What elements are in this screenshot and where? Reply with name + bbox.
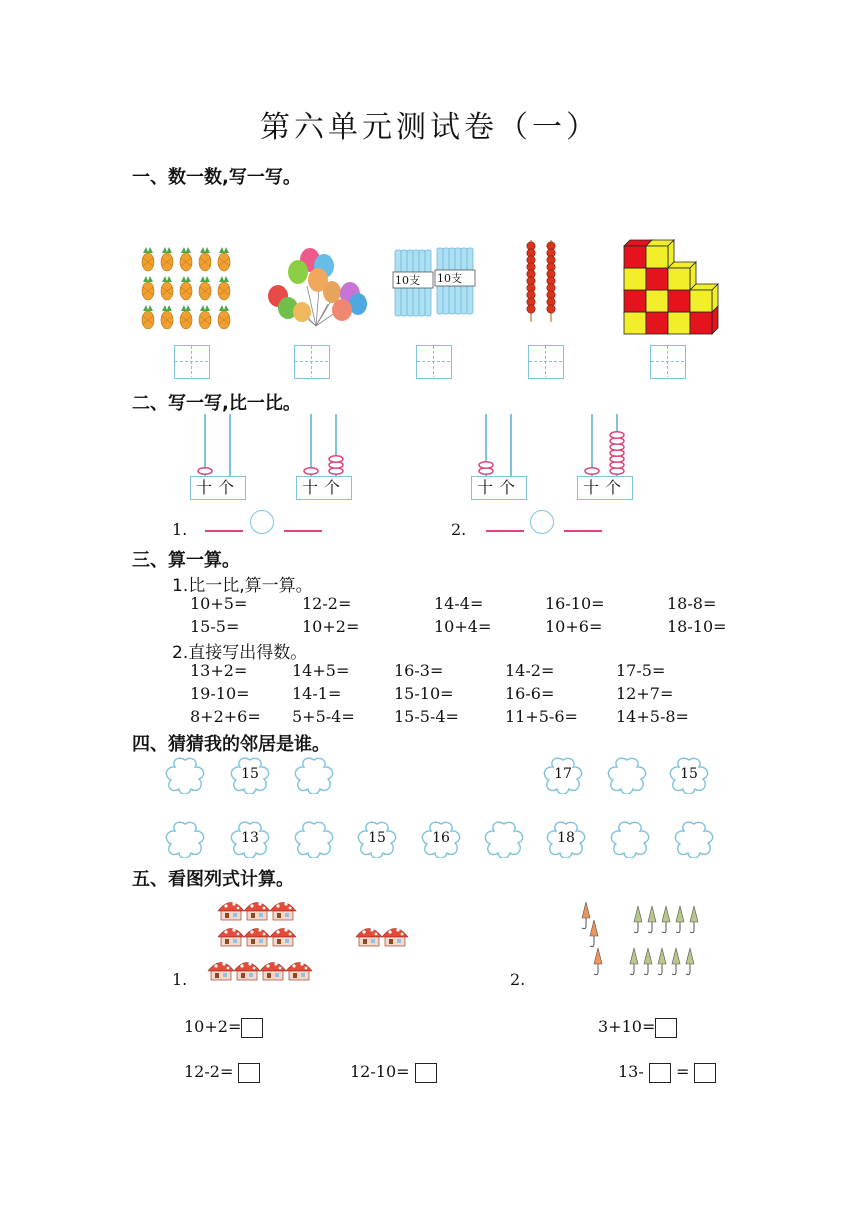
bundle-label: 10支 [395, 274, 420, 287]
abacus [577, 414, 633, 500]
answer-blank[interactable] [205, 530, 243, 532]
pineapple-icon [138, 243, 238, 329]
equation-text: 3+10= [598, 1017, 656, 1036]
flower-number: 18 [557, 830, 575, 846]
equation: 11+5-6= [505, 707, 578, 726]
abacus-label: 十个 [577, 476, 633, 500]
part-2-heading: 2.直接写出得数。 [172, 643, 308, 663]
equation: 19-10= [190, 684, 250, 703]
equation: 15-5-4= [394, 707, 459, 726]
answer-box[interactable] [416, 345, 452, 379]
equation [350, 1062, 437, 1083]
flower-number-shape[interactable] [164, 756, 206, 794]
flower-number-shape[interactable] [229, 820, 271, 858]
equation: 14-4= [434, 594, 484, 613]
pencil-bundle-icon [392, 248, 434, 318]
answer-blank[interactable] [284, 530, 322, 532]
flower-number: 16 [432, 830, 450, 846]
equation [184, 1062, 260, 1083]
flower-number-shape[interactable] [293, 756, 335, 794]
equation: 12+7= [616, 684, 674, 703]
equation: 15-10= [394, 684, 454, 703]
equation: 14-1= [292, 684, 342, 703]
flower-number-shape[interactable] [606, 756, 648, 794]
abacus-label: 十个 [471, 476, 527, 500]
section-1-heading: 一、数一数,写一写。 [132, 167, 301, 188]
page-title: 第六单元测试卷（一） [260, 110, 600, 145]
equation: 8+2+6= [190, 707, 261, 726]
mushroom-house-icon [206, 896, 418, 986]
cube-stack-icon [622, 238, 722, 336]
equation [598, 1017, 677, 1038]
equation-text: 12-2= [184, 1062, 234, 1081]
flower-number-shape[interactable] [668, 756, 710, 794]
flower-number-shape[interactable] [542, 756, 584, 794]
equation: 14+5= [292, 661, 350, 680]
question-number: 1. [172, 520, 188, 539]
flower-number-shape[interactable] [293, 820, 335, 858]
answer-box[interactable] [241, 1018, 263, 1038]
flower-number: 13 [241, 830, 259, 846]
equation: 10+2= [302, 617, 360, 636]
answer-box[interactable] [694, 1063, 716, 1083]
question-number: 2. [451, 520, 467, 539]
equation: 16-3= [394, 661, 444, 680]
equation: 10+4= [434, 617, 492, 636]
answer-box[interactable] [415, 1063, 437, 1083]
equation: 5+5-4= [292, 707, 355, 726]
flower-number: 15 [368, 830, 386, 846]
equation-text: 10+2= [184, 1017, 242, 1036]
equation [618, 1062, 716, 1083]
flower-number-shape[interactable] [609, 820, 651, 858]
abacus-label: 十个 [190, 476, 246, 500]
equation: 18-10= [667, 617, 727, 636]
answer-blank[interactable] [564, 530, 602, 532]
flower-number: 17 [554, 766, 572, 782]
answer-box[interactable] [174, 345, 210, 379]
flower-number-shape[interactable] [164, 820, 206, 858]
flower-number-shape[interactable] [673, 820, 715, 858]
candied-haws-icon [522, 240, 562, 322]
compare-circle[interactable] [250, 510, 274, 534]
abacus [471, 414, 527, 500]
question-number: 1. [172, 970, 188, 989]
equation: 10+6= [545, 617, 603, 636]
umbrella-icon [572, 896, 728, 984]
answer-box[interactable] [238, 1063, 260, 1083]
answer-box[interactable] [294, 345, 330, 379]
equation: 14+5-8= [616, 707, 689, 726]
abacus [190, 414, 246, 500]
answer-box[interactable] [650, 345, 686, 379]
flower-number-shape[interactable] [483, 820, 525, 858]
answer-box[interactable] [528, 345, 564, 379]
equation: 13+2= [190, 661, 248, 680]
answer-box[interactable] [655, 1018, 677, 1038]
bundle-label: 10支 [437, 272, 462, 285]
section-5-heading: 五、看图列式计算。 [132, 869, 294, 890]
equation: 10+5= [190, 594, 248, 613]
answer-blank[interactable] [486, 530, 524, 532]
balloon-icon [262, 246, 370, 332]
abacus-label: 十个 [296, 476, 352, 500]
equation-text: 12-10= [350, 1062, 410, 1081]
flower-number-shape[interactable] [229, 756, 271, 794]
flower-number-shape[interactable] [356, 820, 398, 858]
question-number: 2. [510, 970, 526, 989]
flower-number: 15 [241, 766, 259, 782]
compare-circle[interactable] [530, 510, 554, 534]
flower-number: 15 [680, 766, 698, 782]
equation: 18-8= [667, 594, 717, 613]
equation: 17-5= [616, 661, 666, 680]
equation [184, 1017, 263, 1038]
abacus [296, 414, 352, 500]
equation: 16-10= [545, 594, 605, 613]
equation: 15-5= [190, 617, 240, 636]
equation: 12-2= [302, 594, 352, 613]
answer-box[interactable] [649, 1063, 671, 1083]
equation: 14-2= [505, 661, 555, 680]
flower-number-shape[interactable] [545, 820, 587, 858]
equals-sign: = [675, 1062, 690, 1081]
flower-number-shape[interactable] [420, 820, 462, 858]
part-1-heading: 1.比一比,算一算。 [172, 576, 313, 596]
equation-text: 13- [618, 1062, 644, 1081]
section-3-heading: 三、算一算。 [132, 550, 240, 571]
pencil-bundle-icon [434, 246, 476, 316]
section-4-heading: 四、猜猜我的邻居是谁。 [132, 734, 330, 755]
section-2-heading: 二、写一写,比一比。 [132, 393, 301, 414]
equation: 16-6= [505, 684, 555, 703]
